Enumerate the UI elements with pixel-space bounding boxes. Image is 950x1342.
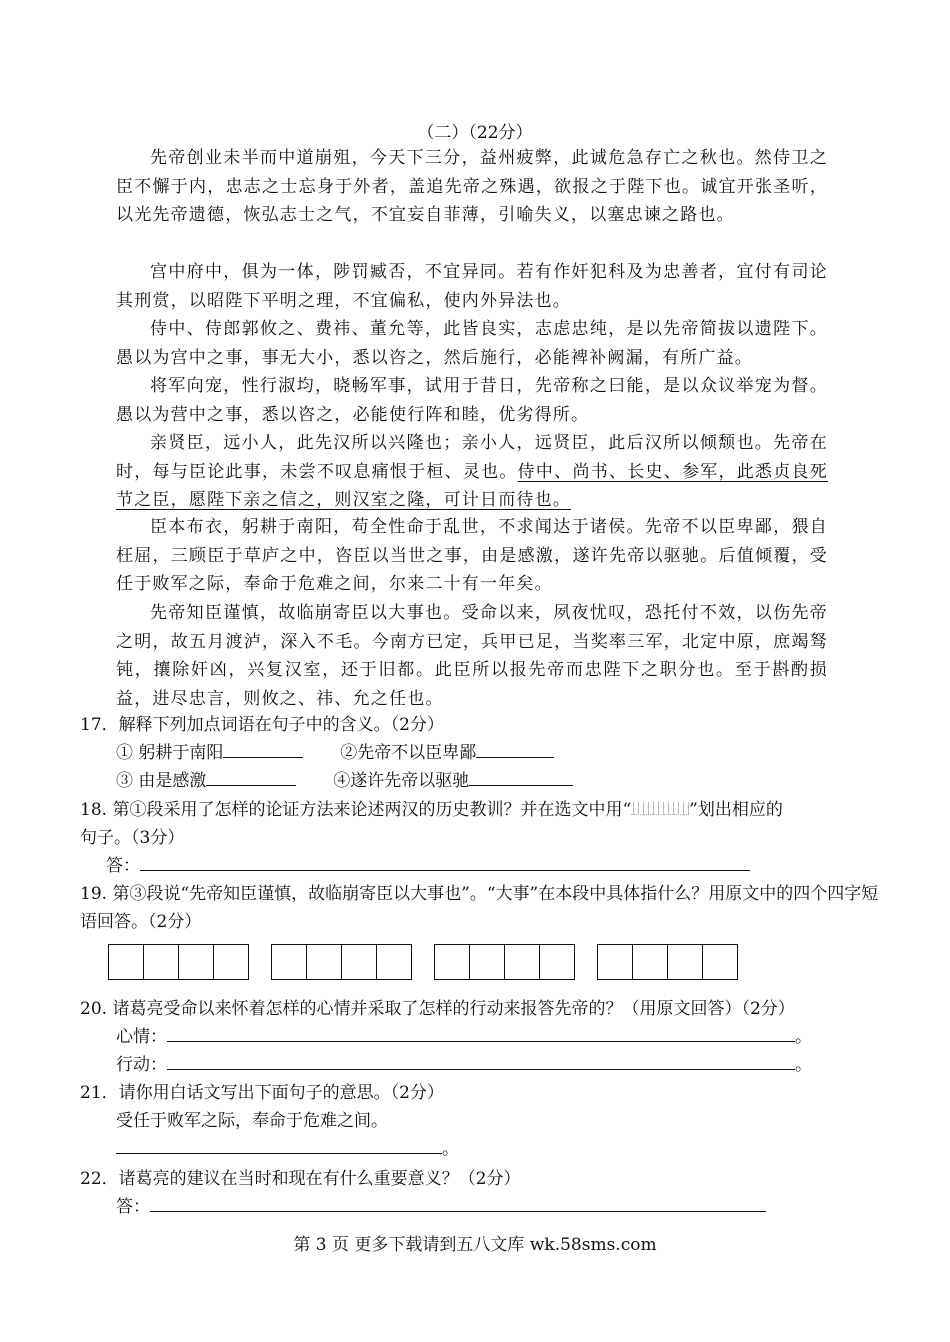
phrase-box-1[interactable] (108, 944, 249, 980)
answer-boxes (108, 944, 738, 980)
answer-label-22: 答： (116, 1197, 150, 1217)
question-20-row-1 (80, 1023, 880, 1051)
underlined-sentence: 侍中、尚书、长史、参军，此悉贞良死节之臣，愿陛下亲之信之，则汉室之隆，可计日而待也。 (116, 461, 828, 510)
passage-paragraph-2: 宫中府中，俱为一体，陟罚臧否，不宜异同。若有作奸犯科及为忠善者，宜付有司论其刑赏，以昭陛下平明之理，不宜偏私，使内外异法也。 (116, 262, 828, 311)
question-17-row-2 (80, 767, 880, 795)
passage-paragraph-5 (116, 429, 828, 515)
question-18-stem-a: 18. 第①段采用了怎样的论证方法来论述两汉的历史教训？并在选文中用“ (80, 800, 632, 820)
answer-line-22[interactable] (150, 1193, 766, 1212)
question-18-answer-row (80, 852, 880, 880)
passage-paragraph-3: 侍中、侍郎郭攸之、费祎、董允等，此皆良实，志虑忠纯，是以先帝简拔以遗陛下。愚以为宫中之事，事无大小，悉以咨之，然后施行，必能裨补阙漏，有所广益。 (116, 319, 828, 368)
question-19-stem: 19. 第③段说“先帝知臣谨慎，故临崩寄臣以大事也”。“大事”在本段中具体指什么？用原文中的四个四字短语回答。（2分） (80, 884, 879, 932)
question-20 (80, 995, 880, 1079)
answer-blank-3[interactable] (206, 767, 296, 786)
action-end: 。 (795, 1055, 812, 1075)
page-footer: 第 3 页 更多下载请到五八文库 wk.58sms.com (293, 1235, 657, 1255)
passage-paragraph-7: 先帝知臣谨慎，故临崩寄臣以大事也。受命以来，夙夜忧叹，恐托付不效，以伤先帝之明，故五月渡泸，深入不毛。今南方已定，兵甲已足，当奖率三军，北定中原，庶竭驽钝，攘除奸凶，兴复汉室，还于旧都。此臣所以报先帝而忠陛下之职分也。至于斟酌损益，进尽忠言，则攸之、祎、允之任也。 (116, 603, 828, 709)
question-22-stem: 22．诸葛亮的建议在当时和现在有什么重要意义？（2分） (80, 1169, 521, 1189)
passage-paragraph-4: 将军向宠，性行淑均，晓畅军事，试用于昔日，先帝称之曰能，是以众议举宠为督。愚以为营中之事，悉以咨之，必能使行阵和睦，优劣得所。 (116, 376, 828, 425)
question-17-item-1: ① 躬耕于南阳 (116, 743, 224, 763)
answer-blank-4[interactable] (469, 767, 573, 786)
answer-label: 答： (106, 856, 140, 876)
passage-paragraph-1: 先帝创业未半而中道崩殂，今天下三分，益州疲弊，此诚危急存亡之秋也。然侍卫之臣不懈于内，忠志之士忘身于外者，盖追先帝之殊遇，欲报之于陛下也。诚宜开张圣听，以光先帝遗德，恢弘志士之气，不宜妄自菲薄，引喻失义，以塞忠谏之路也。 (116, 148, 828, 225)
question-17-stem: 17．解释下列加点词语在句子中的含义。（2分） (80, 715, 444, 735)
passage-paragraph-6: 臣本布衣，躬耕于南阳，苟全性命于乱世，不求闻达于诸侯。先帝不以臣卑鄙，猥自枉屈，三顾臣于草庐之中，咨臣以当世之事，由是感激，遂许先帝以驱驰。后值倾覆，受任于败军之际，奉命于危难之间，尔来二十有一年矣。 (116, 517, 828, 594)
question-22-answer-row (80, 1193, 880, 1221)
question-18-stem (80, 796, 880, 824)
mood-end: 。 (795, 1027, 812, 1047)
answer-blank-2[interactable] (476, 739, 554, 758)
question-21-sentence: 受任于败军之际，奉命于危难之间。 (116, 1111, 388, 1131)
answer-21-end: 。 (442, 1139, 459, 1159)
answer-line-18[interactable] (140, 852, 750, 871)
question-18-stem-b: ”划出相应的 (689, 800, 783, 820)
phrase-box-2[interactable] (271, 944, 412, 980)
question-19 (80, 880, 880, 936)
phrase-box-4[interactable] (597, 944, 738, 980)
question-20-row-2 (80, 1051, 880, 1079)
question-18-stem-c: 句子。（3分） (80, 828, 185, 848)
question-20-stem: 20. 诸葛亮受命以来怀着怎样的心情并采取了怎样的行动来报答先帝的？（用原文回答）（2分） (80, 999, 795, 1019)
question-17-item-3: ③ 由是感激 (116, 771, 207, 791)
phrase-box-3[interactable] (434, 944, 575, 980)
answer-line-action[interactable] (167, 1051, 795, 1070)
question-18 (80, 796, 880, 880)
question-21 (80, 1079, 880, 1163)
passage-paragraph-5-text: 亲贤臣，远小人，此先汉所以兴隆也；亲小人，远贤臣，此后汉所以倾颓也。先帝在时，每与臣论此事，未尝不叹息痛恨于桓、灵也。 (116, 433, 828, 482)
answer-line-mood[interactable] (167, 1023, 795, 1042)
answer-blank-1[interactable] (223, 739, 303, 758)
section-title: （二）（22分） (417, 123, 533, 143)
question-17-item-4: ④遂许先帝以驱驰 (333, 771, 470, 791)
question-22 (80, 1165, 880, 1221)
question-21-answer-row (80, 1135, 880, 1163)
question-17-row-1 (80, 739, 880, 767)
question-17-item-2: ②先帝不以臣卑鄙 (340, 743, 477, 763)
mood-label: 心情： (116, 1027, 167, 1047)
action-label: 行动： (116, 1055, 167, 1075)
question-21-stem: 21．请你用白话文写出下面句子的意思。（2分） (80, 1083, 444, 1103)
wavy-line-mark (631, 802, 689, 815)
question-17 (80, 711, 880, 795)
answer-line-21[interactable] (116, 1135, 442, 1154)
